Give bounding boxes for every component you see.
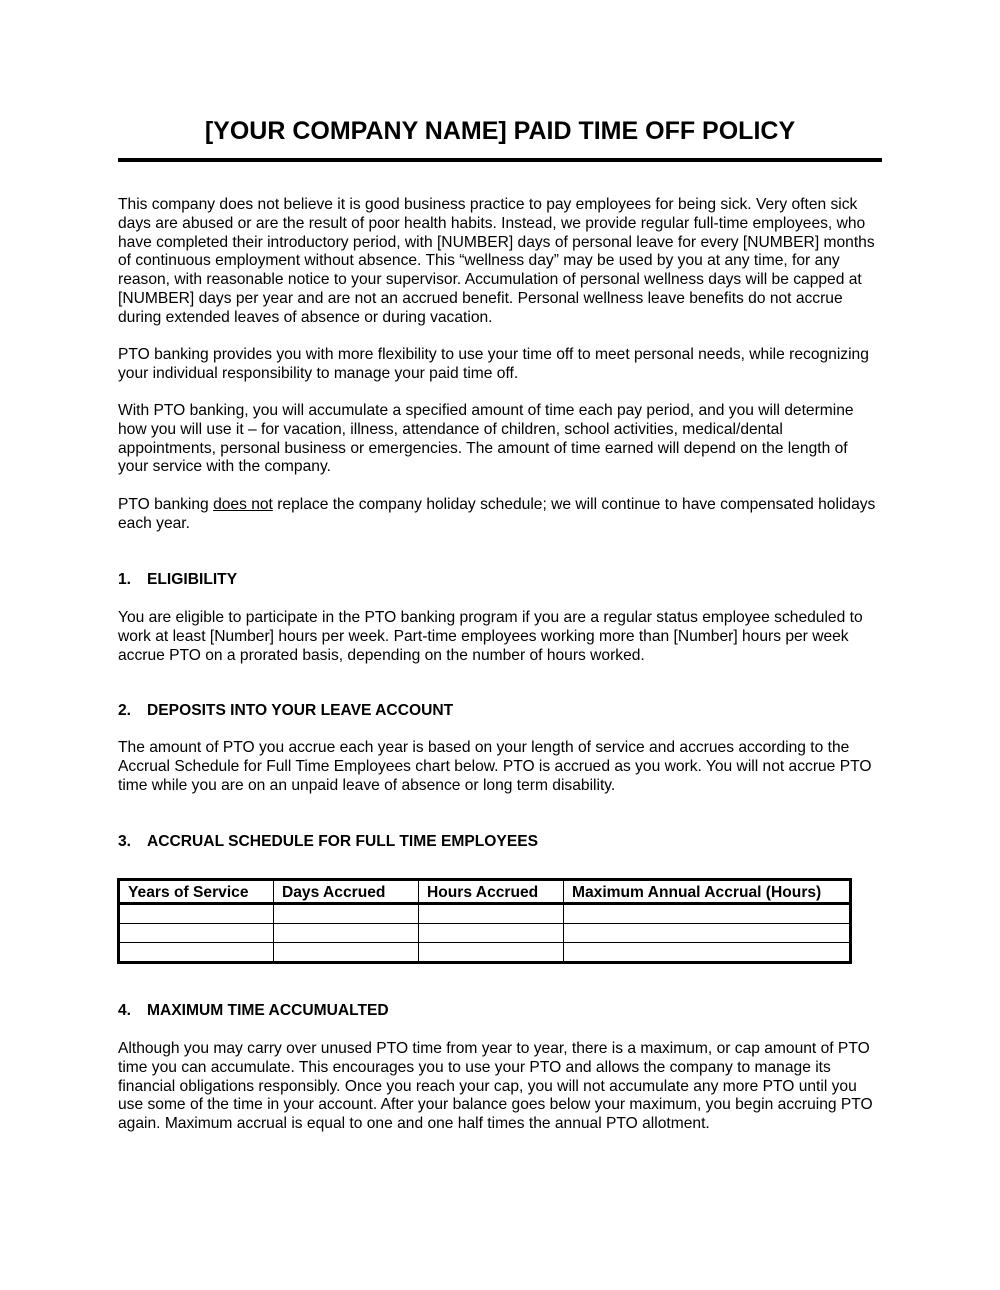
accrual-schedule-table	[117, 878, 852, 964]
section-heading-maximum-time	[118, 1002, 389, 1020]
section-number: 4.	[118, 1002, 132, 1019]
section-body-eligibility: You are eligible to participate in the PTO banking program if you are a regular status employee scheduled to work at least [Number] hours per week. Part-time employees working more than [Number] hours per week accrue PTO on a prorated basis, depending on the number of hours worked.	[118, 609, 863, 664]
page-title: [YOUR COMPANY NAME] PAID TIME OFF POLICY	[204, 117, 796, 145]
section-title: MAXIMUM TIME ACCUMUALTED	[147, 1002, 389, 1019]
column-header-maximum-annual-accrual: Maximum Annual Accrual (Hours)	[564, 880, 851, 904]
section-number: 3.	[118, 833, 132, 850]
table-cell	[419, 904, 564, 924]
section-heading-eligibility	[118, 571, 237, 589]
section-title: ACCRUAL SCHEDULE FOR FULL TIME EMPLOYEES	[147, 833, 539, 850]
column-header-hours-accrued: Hours Accrued	[419, 880, 564, 904]
section-title: DEPOSITS INTO YOUR LEAVE ACCOUNT	[147, 702, 454, 719]
table-cell	[274, 904, 419, 924]
section-title: ELIGIBILITY	[147, 571, 238, 588]
table-cell	[119, 904, 274, 924]
table-cell	[564, 943, 851, 963]
holiday-text-before: PTO banking	[118, 496, 214, 513]
section-heading-accrual-schedule	[118, 833, 538, 851]
table-cell	[119, 924, 274, 943]
table-row	[119, 943, 851, 963]
table-cell	[419, 943, 564, 963]
table-row	[119, 924, 851, 943]
table-cell	[564, 924, 851, 943]
holiday-paragraph	[118, 496, 882, 534]
section-body-maximum-time: Although you may carry over unused PTO time from year to year, there is a maximum, or cap amount of PTO time you can accumulate. This encourages you to use your PTO and allows the company to manage its financial obligations responsibly. Once you reach your cap, you will not accumulate any more PTO until you use some of the time in your account. After your balance goes below your maximum, you begin accruing PTO again. Maximum accrual is equal to one and one half times the annual PTO allotment.	[118, 1040, 873, 1133]
intro-paragraph-1: This company does not believe it is good business practice to pay employees for being sick. Very often sick days are abused or are the result of poor health habits. Instead, we provide regular full-time employees, who have completed their introductory period, with [NUMBER] days of personal leave for every [NUMBER] months of continuous employment without absence. This “wellness day” may be used by you at any time, for any reason, with reasonable notice to your supervisor. Accumulation of personal wellness days will be capped at [NUMBER] days per year and are not an accrued benefit. Personal wellness leave benefits do not accrue during extended leaves of absence or during vacation.	[118, 196, 875, 326]
section-heading-deposits	[118, 702, 453, 720]
section-number: 2.	[118, 702, 132, 719]
table-row	[119, 904, 851, 924]
holiday-text-after: replace the company holiday schedule; we will continue to have compensated holidays each year.	[118, 496, 876, 532]
table-cell	[274, 924, 419, 943]
intro-paragraph-2: PTO banking provides you with more flexibility to use your time off to meet personal needs, while recognizing your individual responsibility to manage your paid time off.	[118, 346, 869, 382]
section-body-deposits: The amount of PTO you accrue each year is based on your length of service and accrues according to the Accrual Schedule for Full Time Employees chart below. PTO is accrued as you work. You will not accrue PTO time while you are on an unpaid leave of absence or long term disability.	[118, 739, 872, 794]
holiday-underlined-text: does not	[213, 496, 273, 513]
intro-paragraph-3: With PTO banking, you will accumulate a specified amount of time each pay period, and you will determine how you will use it – for vacation, illness, attendance of children, school activities, medical/dental appointments, personal business or emergencies. The amount of time earned will depend on the length of your service with the company.	[118, 402, 854, 476]
table-cell	[419, 924, 564, 943]
title-rule	[118, 158, 882, 162]
table-header-row	[119, 880, 851, 904]
table-cell	[274, 943, 419, 963]
table-cell	[564, 904, 851, 924]
column-header-years-of-service: Years of Service	[119, 880, 274, 904]
column-header-days-accrued: Days Accrued	[274, 880, 419, 904]
section-number: 1.	[118, 571, 132, 588]
table-cell	[119, 943, 274, 963]
